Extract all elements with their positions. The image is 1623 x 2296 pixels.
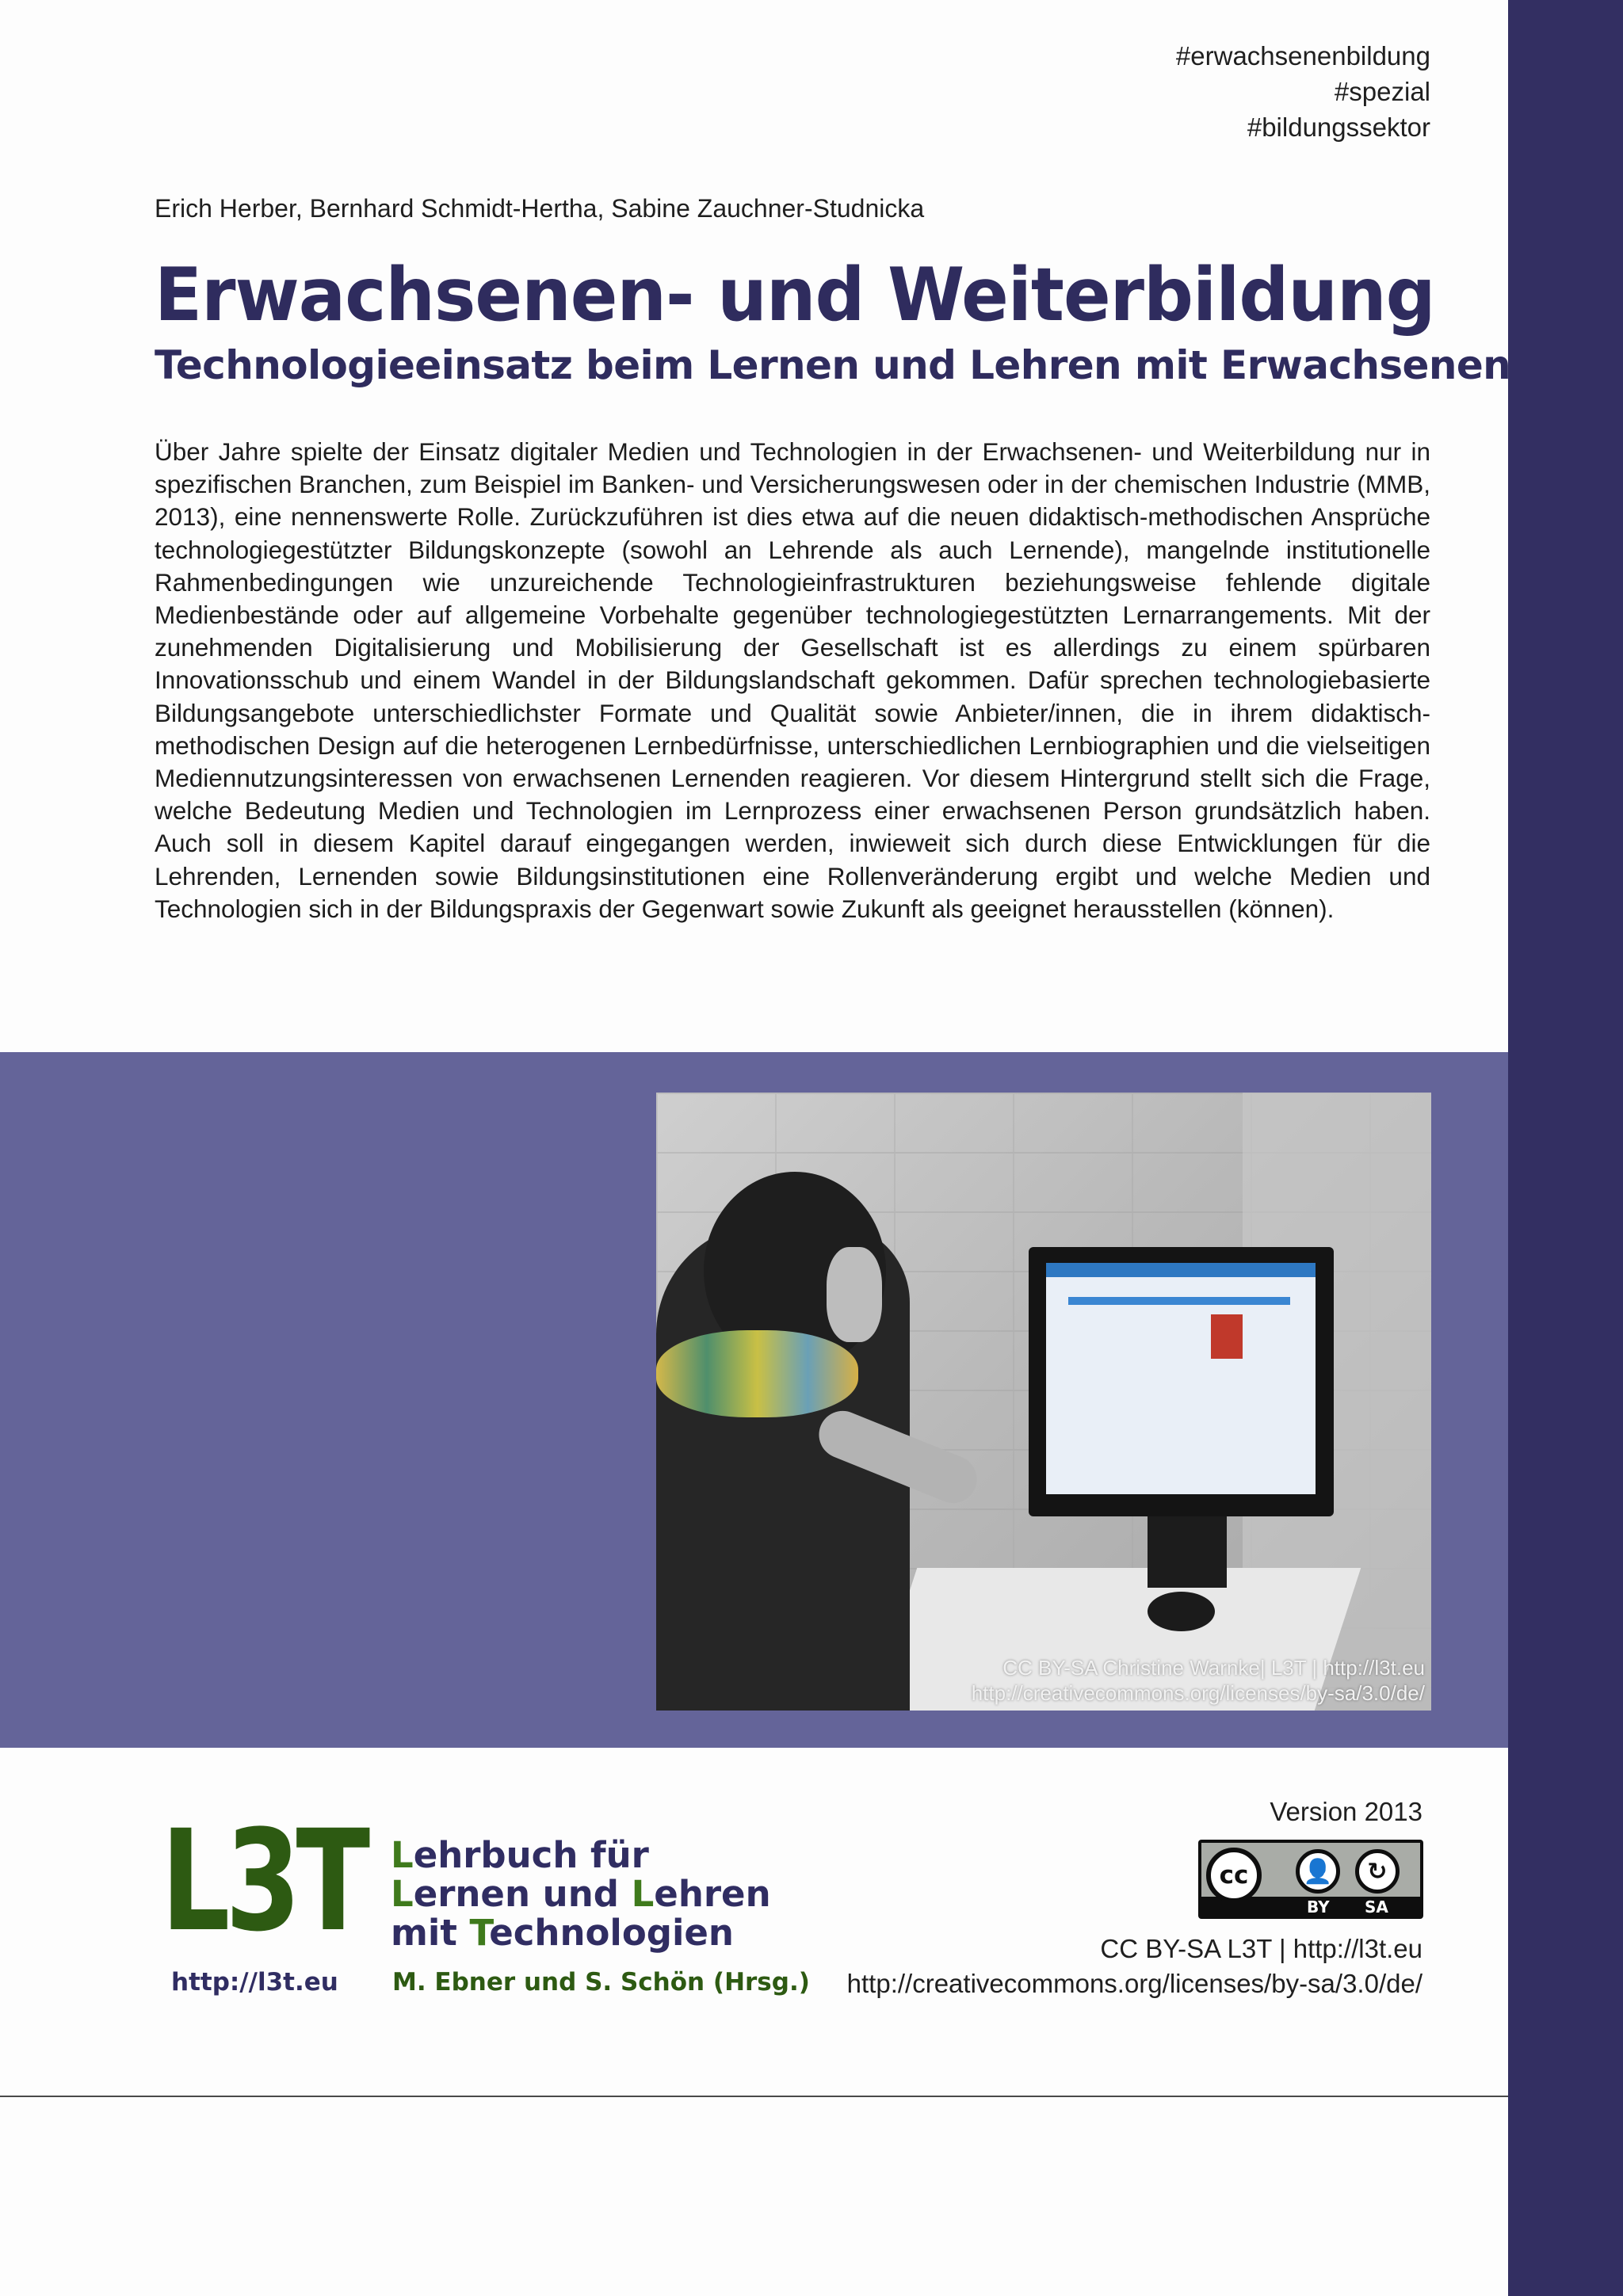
version-label: Version 2013 [1270,1797,1423,1826]
sa-label: SA [1365,1897,1388,1917]
attribution-icon: 👤 [1296,1849,1340,1894]
hashtag-list [1176,38,1430,145]
abstract-text: Über Jahre spielte der Einsatz digitaler Medien und Technologien in der Erwachsenen- und Weiterbildung nur in spezifischen Branchen, zum Beispiel im Banken- und Versicherungswesen oder in der chemischen Industrie (MMB, 2013), eine nennenswerte Rolle. Zurückzuführen ist dies etwa auf die neuen didaktisch-methodischen Ansprüche technologiegestützter Bildungskonzepte (sowohl an Lehrende als auch Lernende), mangelnde institutionelle Rahmenbedingungen wie unzureichende Technologieinfrastrukturen beziehungsweise fehlende digitale Medienbestände oder auf allgemeine Vorbehalte gegenüber technologiegestützten Lernarrangements. Mit der zunehmenden Digitalisierung und Mobilisierung der Gesellschaft ist es allerdings zu einem spürbaren Innovationsschub und einem Wandel in der Bildungslandschaft gekommen. Dafür sprechen technologiebasierte Bildungsangebote unterschiedlichster Formate und Qualität sowie Anbieter/innen, die in ihrem didaktisch-methodischen Design auf die heterogenen Lernbedürfnisse, unterschiedlichen Lernbiographien und die vielseitigen Mediennutzungsinteressen von erwachsenen Lernenden reagieren. Vor diesem Hintergrund stellt sich die Frage, welche Bedeutung Medien und Technologien im Lernprozess einer erwachsenen Person grundsätzlich haben. Auch soll in diesem Kapitel darauf eingegangen werden, inwieweit sich durch diese Entwicklungen für die Lehrenden, Lernenden sowie Bildungsinstitutionen eine Rollenveränderung ergibt und welche Medien und Technologien sich in der Bildungspraxis der Gegenwart sowie Zukunft als geeignet herausstellen (können). [155,437,1430,923]
hashtag: #erwachsenenbildung [1175,41,1430,71]
chapter-subtitle: Technologieeinsatz beim Lernen und Lehren mit Erwachsenen [155,342,1511,388]
hashtag: #bildungssektor [1247,113,1430,142]
license-line: CC BY-SA L3T | http://l3t.eu [1100,1934,1423,1963]
l3t-url-link[interactable]: http://l3t.eu [171,1968,338,1997]
editors-credit: M. Ebner und S. Schön (Hrsg.) [392,1968,810,1997]
share-alike-icon: ↻ [1355,1849,1400,1894]
right-color-stripe [1508,0,1623,2296]
bottom-divider [0,2096,1508,2097]
photo-credit: CC BY-SA Christine Warnke| L3T | http://l3t.eu http://creativecommons.org/licenses/by-sa/3.0/de/ [971,1656,1425,1705]
author-list: Erich Herber, Bernhard Schmidt-Hertha, Sabine Zauchner-Studnicka [155,194,925,223]
cc-by-sa-badge [1198,1840,1423,1919]
l3t-logo: L3T [161,1800,365,1962]
chapter-title: Erwachsenen- und Weiterbildung [155,252,1435,338]
cc-icon: cc [1206,1848,1262,1903]
license-text [847,1932,1423,2001]
license-url[interactable]: http://creativecommons.org/licenses/by-sa/3.0/de/ [846,1969,1423,1998]
hashtag: #spezial [1334,77,1430,106]
by-label: BY [1307,1897,1330,1917]
cover-photo [656,1093,1431,1711]
logo-tagline: Lehrbuch für Lernen und Lehren mit Technologien [391,1834,771,1954]
